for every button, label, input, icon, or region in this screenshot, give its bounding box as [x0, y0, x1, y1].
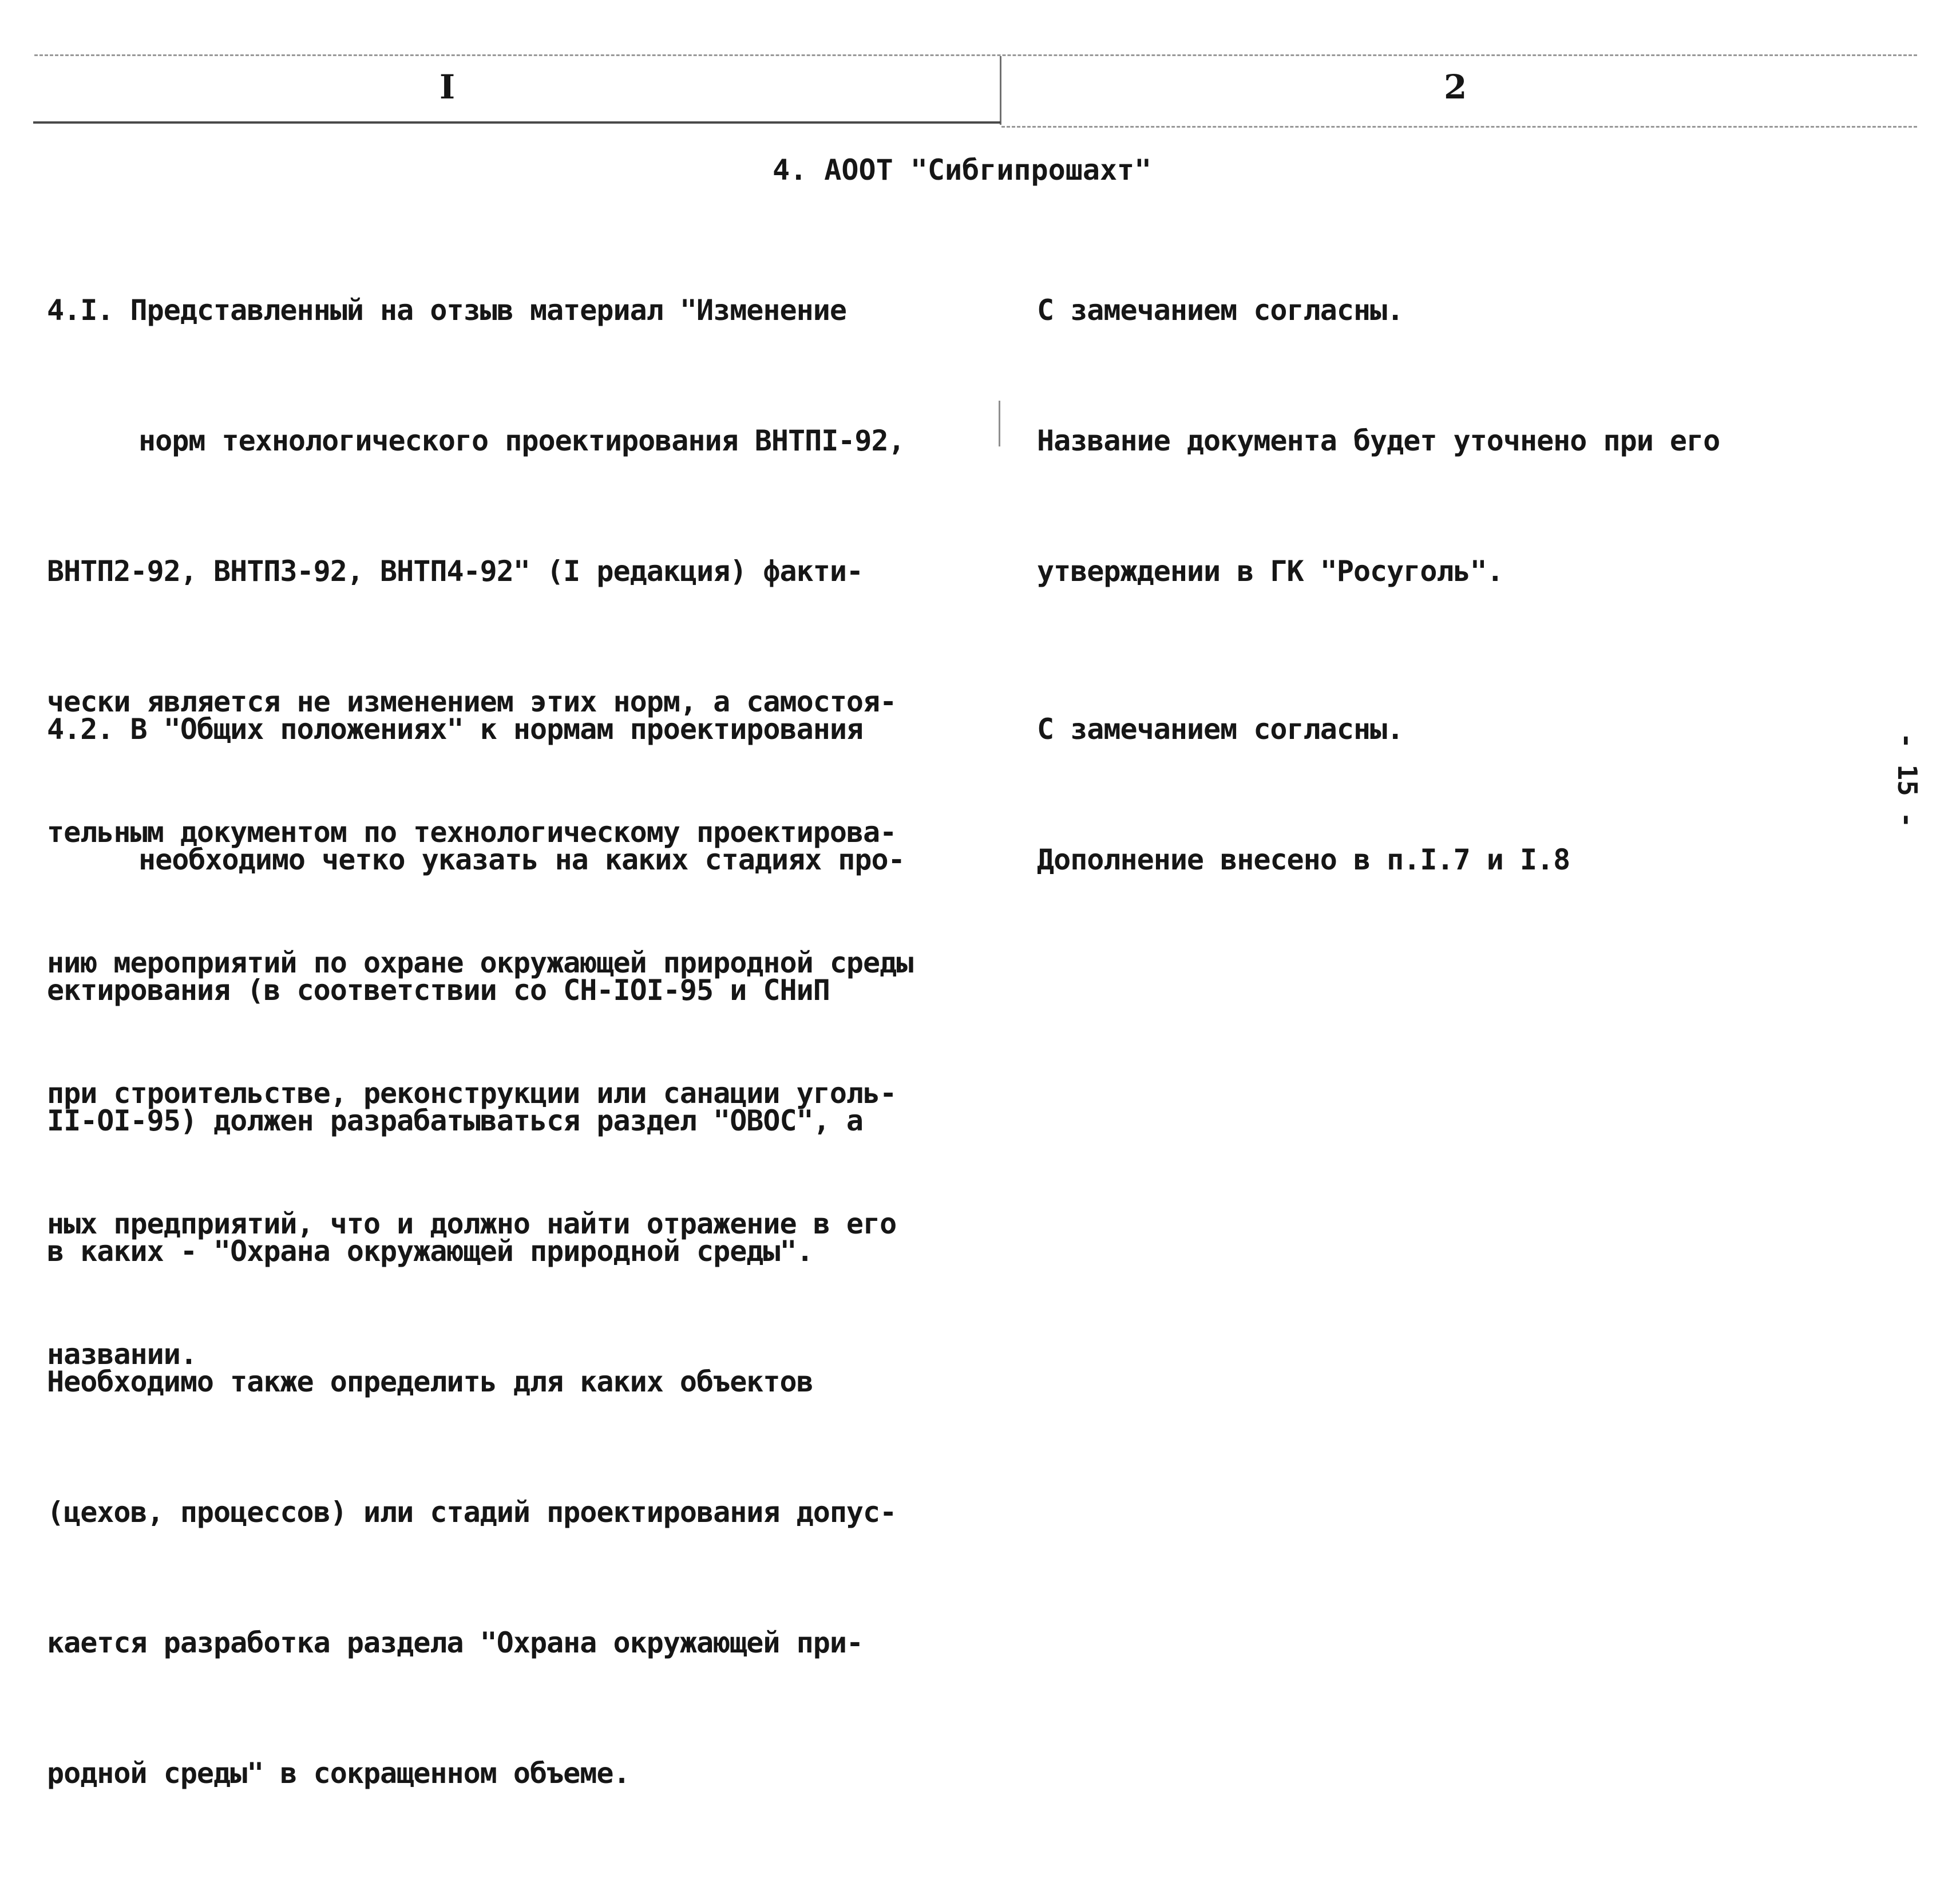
text-line: С замечанием согласны. — [1037, 294, 1404, 327]
item-4-1-right — [1037, 201, 1720, 680]
margin-mark — [999, 401, 1000, 446]
text-line: (цехов, процессов) или стадий проектирования допус- — [47, 1496, 897, 1529]
header-top-rule — [34, 54, 1917, 56]
text-line: при строительстве, реконструкции или санации уголь- — [47, 1077, 897, 1110]
text-line: Название документа будет уточнено при его — [1037, 424, 1720, 457]
text-line: ВНТП2-92, ВНТП3-92, ВНТП4-92" (I редакция) факти- — [47, 555, 864, 588]
text-line: чески является не изменением этих норм, а самостоя- — [47, 685, 897, 718]
column-1-header: I — [439, 68, 456, 106]
text-line: 4.2. В "Общих положениях" к нормам проектирования — [47, 713, 864, 746]
text-line: родной среды" в сокращенном объеме. — [47, 1757, 630, 1790]
text-line: утверждении в ГК "Росуголь". — [1037, 555, 1503, 588]
header-bottom-rule-left — [33, 121, 1000, 124]
text-line: тельным документом по технологическому проектирова- — [47, 816, 897, 849]
item-4-2-left — [47, 620, 905, 1882]
text-line: норм технологического проектирования ВНТПI-92, — [138, 424, 905, 457]
text-line: ектирования (в соответствии со СН-IOI-95 и СНиП — [47, 974, 830, 1007]
column-divider — [1000, 56, 1001, 125]
text-line: II-OI-95) должен разрабатываться раздел "ОВОС", а — [47, 1104, 864, 1137]
text-line: Дополнение внесено в п.I.7 и I.8 — [1037, 843, 1570, 876]
text-line: в каких - "Охрана окружающей природной среды". — [47, 1235, 813, 1268]
text-line: нию мероприятий по охране окружающей природной среды — [47, 946, 913, 979]
column-2-header: 2 — [1444, 68, 1467, 106]
section-title: 4. АООТ "Сибгипрошахт" — [773, 153, 1152, 187]
text-line: кается разработка раздела "Охрана окружающей при- — [47, 1626, 864, 1659]
page-number: - 15 - — [1892, 733, 1923, 828]
text-line: С замечанием согласны. — [1037, 713, 1404, 746]
text-line: названии. — [47, 1338, 197, 1371]
item-4-2-right — [1037, 620, 1570, 968]
text-line: Необходимо также определить для каких объектов — [47, 1365, 813, 1398]
text-line: 4.I. Представленный на отзыв материал "Изменение — [47, 294, 846, 327]
header-bottom-rule-right — [1001, 126, 1917, 128]
text-line: необходимо четко указать на каких стадиях про- — [138, 843, 905, 876]
text-line: ных предприятий, что и должно найти отражение в его — [47, 1207, 897, 1240]
